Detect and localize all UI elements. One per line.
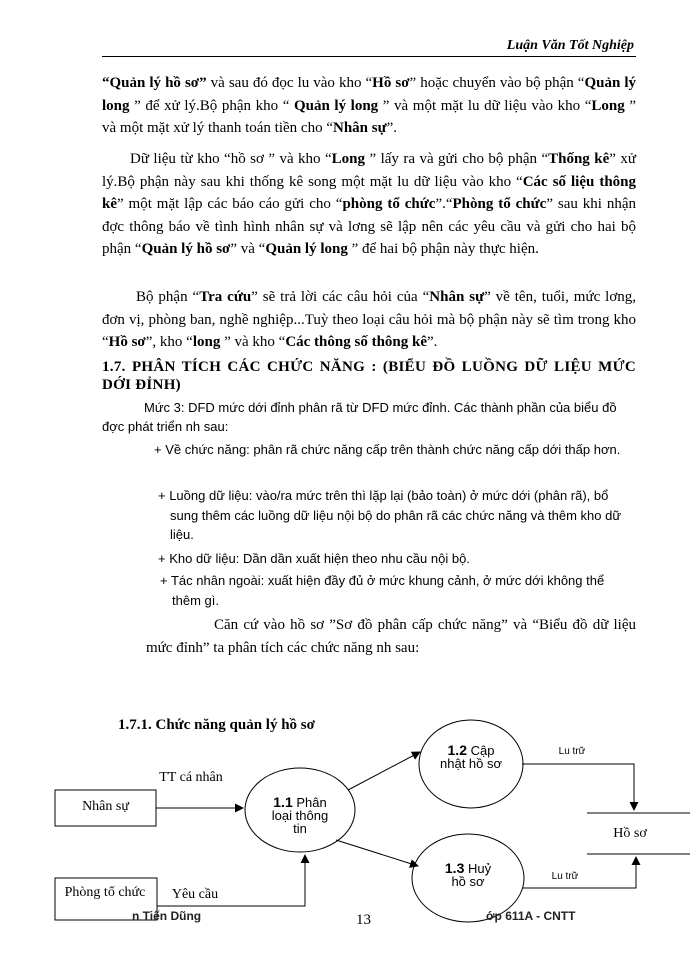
flow-luu-tru-1-arrow — [522, 764, 634, 810]
flow-luu-tru-2-label: Lu trữ — [551, 871, 579, 882]
flow-yeu-cau-label: Yêu cầu — [171, 887, 219, 902]
closing-paragraph: Căn cứ vào hồ sơ ”Sơ đồ phân cấp chức năng” và “Biểu đồ dữ liệu mức đỉnh” ta phân tích các chức năng nh sau: — [146, 617, 636, 656]
bullet-chuc-nang: + Về chức năng: phân rã chức năng cấp trên thành chức năng cấp dới thấp hơn. — [154, 442, 621, 457]
paragraph-3: Bộ phận “Tra cứu” sẽ trả lời các câu hỏi của “Nhân sự” về tên, tuổi, mức lơng, đơn vị, phòng ban, nghề nghiệp...Tuỳ theo loại câu hỏi mà bộ phận này sẽ tìm trong kho “Hồ sơ”, kho “long ” và kho “Các thông số thông kê”. — [102, 289, 637, 350]
footer-author: n Tiến Dũng — [132, 909, 202, 923]
flow-11-to-12-arrow — [348, 752, 420, 790]
store-ho-so-label: Hồ sơ — [613, 826, 647, 841]
footer-class: ớp 611A - CNTT — [486, 909, 576, 923]
section-heading: 1.7. PHÂN TÍCH CÁC CHỨC NĂNG : (BIỂU ĐỒ LUỒNG DỮ LIỆU MỨC DỚI ĐỈNH) — [102, 359, 636, 393]
page-number: 13 — [356, 912, 371, 928]
entity-phong-to-chuc-label: Phòng tổ chức — [64, 885, 146, 900]
flow-11-to-13-arrow — [336, 840, 418, 866]
subsection-heading: 1.7.1. Chức năng quản lý hồ sơ — [118, 717, 315, 733]
paragraph-1: “Quản lý hồ sơ” và sau đó đọc lu vào kho “Hồ sơ” hoặc chuyển vào bộ phận “Quản lý long ” để xử lý.Bộ phận kho “ Quản lý long ” và một mặt lu dữ liệu vào kho “Long ” và một mặt xử lý thanh toán tiền cho “Nhân sự”. — [102, 75, 637, 136]
process-1-2-label: 1.2 Cập nhật hồ sơ — [440, 742, 503, 771]
flow-tt-ca-nhan-label: TT cá nhân — [159, 770, 223, 785]
bullet-tac-nhan-ngoai: + Tác nhân ngoài: xuất hiện đầy đủ ở mức khung cảnh, ở mức dới không thể thêm gì. — [160, 573, 605, 608]
page-header-title: Luận Văn Tốt Nghiệp — [506, 38, 634, 53]
paragraph-2: Dữ liệu từ kho “hồ sơ ” và kho “Long ” lấy ra và gửi cho bộ phận “Thống kê” xử lý.Bộ phận này sau khi thống kê song một mặt lu dữ liệu vào kho “Các số liệu thông kê” một mặt lập các báo cáo gửi cho “phòng tổ chức”.“Phòng tổ chức” sau khi nhận đợc thông báo về tình hình nhân sự và lơng sẽ lập nên các yêu cầu và gửi cho hai bộ phận “Quản lý hồ sơ” và “Quản lý long ” để hai bộ phận này thực hiện. — [102, 151, 637, 257]
entity-nhan-su-label: Nhân sự — [82, 799, 129, 814]
intro-paragraph: Mức 3: DFD mức dới đỉnh phân rã từ DFD mức đỉnh. Các thành phần của biểu đồ đợc phát triển nh sau: — [102, 400, 617, 434]
bullet-luong-du-lieu: + Luồng dữ liệu: vào/ra mức trên thì lặp lại (bảo toàn) ở mức dới (phân rã), bổ sung thêm các luồng dữ liệu nội bộ do phân rã các chức năng và thêm kho dữ liệu. — [158, 488, 622, 542]
process-1-1-label: 1.1 Phân loại thông tin — [271, 794, 329, 836]
process-1-3-label: 1.3 Huỷ hồ sơ — [444, 860, 492, 889]
bullet-kho-du-lieu: + Kho dữ liệu: Dần dần xuất hiện theo nhu cầu nội bộ. — [158, 551, 470, 566]
flow-luu-tru-1-label: Lu trữ — [558, 746, 586, 757]
